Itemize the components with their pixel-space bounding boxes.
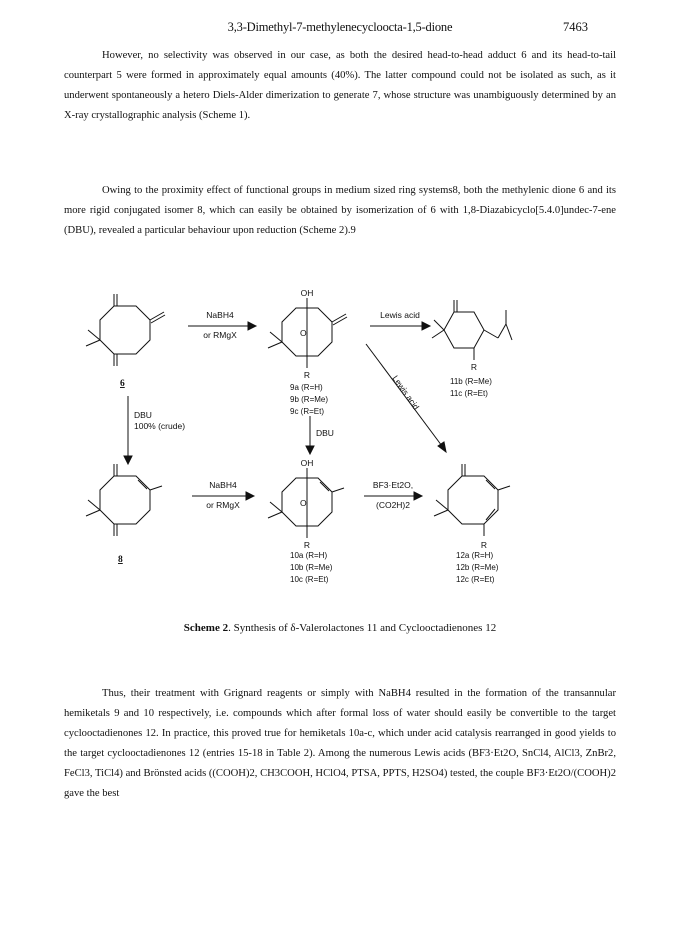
label-12b: 12b (R=Me): [456, 563, 499, 572]
scheme-caption-label: Scheme 2: [183, 622, 229, 634]
label-r-12: R: [480, 540, 488, 550]
label-o-bridge-10: O: [300, 498, 307, 508]
reagent-lewis-acid-diagonal: Lewis acid: [390, 373, 422, 412]
paragraph-3: [64, 684, 616, 804]
reagent-rmgx-1: or RMgX: [203, 330, 237, 340]
label-r-10: R: [303, 540, 311, 550]
structure-8: [86, 464, 162, 536]
reagent-rmgx-2: or RMgX: [206, 500, 240, 510]
reagent-bf3: BF3·Et2O,: [372, 480, 414, 490]
label-oh-10: OH: [300, 458, 314, 468]
label-10a: 10a (R=H): [290, 551, 328, 560]
reagent-dbu-yield: 100% (crude): [134, 421, 186, 431]
label-compound-6: 6: [120, 379, 125, 389]
label-oh-9: OH: [300, 288, 314, 298]
structure-12: [434, 464, 510, 536]
label-9b: 9b (R=Me): [290, 395, 329, 404]
structure-6: [86, 294, 165, 366]
reagent-lewis-acid: Lewis acid: [380, 310, 420, 320]
label-10c: 10c (R=Et): [290, 575, 329, 584]
label-o-bridge-9: O: [300, 328, 307, 338]
reagent-oxalic-acid: (CO2H)2: [375, 500, 411, 510]
label-compound-8: 8: [118, 555, 123, 565]
paragraph-1: [64, 46, 616, 126]
running-title: 3,3-Dimethyl-7-methylenecycloocta-1,5-dione: [227, 20, 453, 34]
label-12a: 12a (R=H): [456, 551, 494, 560]
label-11c: 11c (R=Et): [450, 389, 488, 398]
label-10b: 10b (R=Me): [290, 563, 333, 572]
scheme-caption-text: . Synthesis of δ-Valerolactones 11 and Cyclooctadienones 12: [228, 622, 497, 634]
label-11b: 11b (R=Me): [450, 377, 492, 386]
label-9c: 9c (R=Et): [290, 407, 325, 416]
structure-11: [432, 300, 512, 360]
reagent-dbu-left: DBU: [134, 410, 152, 420]
paragraph-2: [64, 181, 616, 241]
paragraph-2-text: Owing to the proximity effect of functional groups in medium sized ring systems8, both the methylenic dione 6 and its more rigid conjugated isomer 8, which can easily be obtained by isomerization of 6 with 1,8-Diazabicyclo[5.4.0]undec-7-ene (DBU), revealed a particular behaviour upon reduction (Scheme 2).9: [64, 185, 616, 236]
reagent-nabh4-2: NaBH4: [209, 480, 237, 490]
paragraph-1-text: However, no selectivity was observed in our case, as both the desired head-to-head adduct 6 and its head-to-tail counterpart 5 were formed in approximately equal amounts (40%). The latter compound could not be isolated as such, as it underwent spontaneously a hetero Diels-Alder dimerization to generate 7, whose structure was unambiguously determined by an X-ray crystallographic analysis (Scheme 1).: [64, 50, 616, 121]
structure-9: [268, 298, 347, 368]
label-r-11: R: [470, 362, 478, 372]
page-number: 7463: [563, 20, 588, 34]
reagent-nabh4-1: NaBH4: [206, 310, 234, 320]
label-12c: 12c (R=Et): [456, 575, 495, 584]
scheme-2-figure: [70, 286, 610, 606]
reagent-dbu-mid: DBU: [316, 428, 334, 438]
label-9a: 9a (R=H): [290, 383, 323, 392]
label-r-9: R: [303, 370, 311, 380]
scheme-caption: [0, 622, 680, 634]
paragraph-3-text: Thus, their treatment with Grignard reagents or simply with NaBH4 resulted in the formation of the transannular hemiketals 9 and 10 respectively, i.e. compounds which after formal loss of water should easily be convertible to the target cyclooctadienones 12. In practice, this proved true for hemiketals 10a-c, which under acid catalysis rearranged in good yields to the target cyclooctadienones 12 (entries 15-18 in Table 2). Among the numerous Lewis acids (BF3·Et2O, SnCl4, AlCl3, ZnBr2, FeCl3, TiCl4) and Brönsted acids ((COOH)2, CH3COOH, HClO4, PTSA, PPTS, H2SO4) tested, the couple BF3·Et2O/(COOH)2 gave the best: [64, 688, 616, 799]
